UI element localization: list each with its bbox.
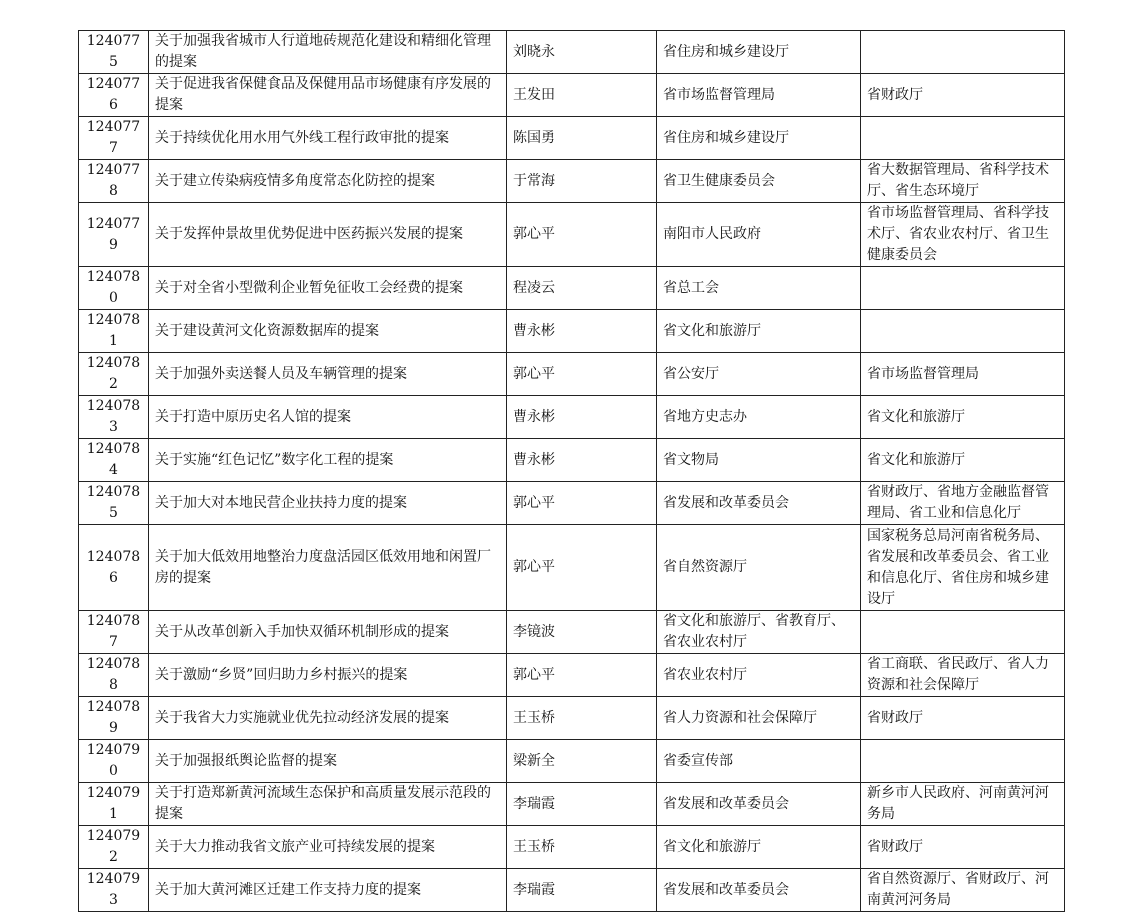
lead-unit-cell: 省发展和改革委员会 [657,482,861,525]
table-row [79,869,1065,912]
proposal-number-cell: 1240777 [79,117,149,160]
lead-unit-cell: 省发展和改革委员会 [657,869,861,912]
table-row [79,396,1065,439]
proposal-title-cell: 关于实施“红色记忆”数字化工程的提案 [149,439,507,482]
proposal-number-cell: 1240788 [79,654,149,697]
proposal-title-cell: 关于加强报纸舆论监督的提案 [149,740,507,783]
proposal-number-cell: 1240790 [79,740,149,783]
proposer-cell: 梁新全 [507,740,657,783]
proposal-number-cell: 1240785 [79,482,149,525]
lead-unit-cell: 省文化和旅游厅、省教育厅、省农业农村厅 [657,611,861,654]
proposal-title-cell: 关于促进我省保健食品及保健用品市场健康有序发展的提案 [149,74,507,117]
table-row [79,353,1065,396]
lead-unit-cell: 省总工会 [657,267,861,310]
table-row [79,482,1065,525]
table-row [79,611,1065,654]
proposal-number-cell: 1240786 [79,525,149,611]
lead-unit-cell: 省文物局 [657,439,861,482]
proposal-number-cell: 1240791 [79,783,149,826]
proposer-cell: 李瑞霞 [507,783,657,826]
assisting-units-cell: 省财政厅 [861,826,1065,869]
assisting-units-cell [861,117,1065,160]
proposal-title-cell: 关于加大低效用地整治力度盘活园区低效用地和闲置厂房的提案 [149,525,507,611]
table-row [79,31,1065,74]
proposal-number-cell: 1240779 [79,203,149,267]
proposal-title-cell: 关于建立传染病疫情多角度常态化防控的提案 [149,160,507,203]
proposer-cell: 程凌云 [507,267,657,310]
assisting-units-cell: 省财政厅 [861,697,1065,740]
lead-unit-cell: 省自然资源厅 [657,525,861,611]
lead-unit-cell: 省住房和城乡建设厅 [657,117,861,160]
proposer-cell: 王发田 [507,74,657,117]
proposer-cell: 曹永彬 [507,396,657,439]
assisting-units-cell [861,740,1065,783]
table-row [79,160,1065,203]
proposer-cell: 王玉桥 [507,697,657,740]
lead-unit-cell: 省发展和改革委员会 [657,783,861,826]
proposer-cell: 李镜波 [507,611,657,654]
proposal-number-cell: 1240776 [79,74,149,117]
proposer-cell: 郭心平 [507,482,657,525]
proposal-title-cell: 关于激励“乡贤”回归助力乡村振兴的提案 [149,654,507,697]
table-row [79,740,1065,783]
proposal-title-cell: 关于打造郑新黄河流域生态保护和高质量发展示范段的提案 [149,783,507,826]
lead-unit-cell: 省农业农村厅 [657,654,861,697]
assisting-units-cell: 新乡市人民政府、河南黄河河务局 [861,783,1065,826]
proposal-title-cell: 关于加大对本地民营企业扶持力度的提案 [149,482,507,525]
table-row [79,117,1065,160]
proposer-cell: 陈国勇 [507,117,657,160]
proposer-cell: 郭心平 [507,525,657,611]
proposer-cell: 曹永彬 [507,310,657,353]
assisting-units-cell [861,310,1065,353]
assisting-units-cell: 国家税务总局河南省税务局、省发展和改革委员会、省工业和信息化厅、省住房和城乡建设厅 [861,525,1065,611]
table-row [79,310,1065,353]
proposal-title-cell: 关于持续优化用水用气外线工程行政审批的提案 [149,117,507,160]
proposal-number-cell: 1240778 [79,160,149,203]
proposal-title-cell: 关于加大黄河滩区迁建工作支持力度的提案 [149,869,507,912]
proposal-title-cell: 关于发挥仲景故里优势促进中医药振兴发展的提案 [149,203,507,267]
proposer-cell: 李瑞霞 [507,869,657,912]
proposal-title-cell: 关于大力推动我省文旅产业可持续发展的提案 [149,826,507,869]
lead-unit-cell: 省文化和旅游厅 [657,310,861,353]
table-row [79,654,1065,697]
proposal-number-cell: 1240782 [79,353,149,396]
assisting-units-cell: 省工商联、省民政厅、省人力资源和社会保障厅 [861,654,1065,697]
proposer-cell: 王玉桥 [507,826,657,869]
proposal-number-cell: 1240780 [79,267,149,310]
lead-unit-cell: 省住房和城乡建设厅 [657,31,861,74]
assisting-units-cell: 省市场监督管理局 [861,353,1065,396]
assisting-units-cell [861,267,1065,310]
proposal-title-cell: 关于我省大力实施就业优先拉动经济发展的提案 [149,697,507,740]
lead-unit-cell: 省委宣传部 [657,740,861,783]
proposal-number-cell: 1240789 [79,697,149,740]
assisting-units-cell [861,31,1065,74]
table-row [79,439,1065,482]
table-row [79,697,1065,740]
table-row [79,74,1065,117]
assisting-units-cell: 省文化和旅游厅 [861,439,1065,482]
proposal-number-cell: 1240787 [79,611,149,654]
lead-unit-cell: 省卫生健康委员会 [657,160,861,203]
proposal-title-cell: 关于加强我省城市人行道地砖规范化建设和精细化管理的提案 [149,31,507,74]
lead-unit-cell: 省市场监督管理局 [657,74,861,117]
lead-unit-cell: 省文化和旅游厅 [657,826,861,869]
table-row [79,267,1065,310]
proposer-cell: 曹永彬 [507,439,657,482]
lead-unit-cell: 省地方史志办 [657,396,861,439]
proposal-table-body [79,31,1065,912]
proposal-number-cell: 1240784 [79,439,149,482]
proposal-number-cell: 1240792 [79,826,149,869]
proposal-title-cell: 关于加强外卖送餐人员及车辆管理的提案 [149,353,507,396]
proposer-cell: 郭心平 [507,203,657,267]
assisting-units-cell: 省财政厅 [861,74,1065,117]
proposer-cell: 于常海 [507,160,657,203]
proposal-number-cell: 1240781 [79,310,149,353]
table-row [79,783,1065,826]
proposer-cell: 郭心平 [507,353,657,396]
lead-unit-cell: 省人力资源和社会保障厅 [657,697,861,740]
proposal-number-cell: 1240793 [79,869,149,912]
assisting-units-cell: 省财政厅、省地方金融监督管理局、省工业和信息化厅 [861,482,1065,525]
assisting-units-cell [861,611,1065,654]
lead-unit-cell: 南阳市人民政府 [657,203,861,267]
proposer-cell: 郭心平 [507,654,657,697]
proposal-number-cell: 1240783 [79,396,149,439]
assisting-units-cell: 省市场监督管理局、省科学技术厅、省农业农村厅、省卫生健康委员会 [861,203,1065,267]
lead-unit-cell: 省公安厅 [657,353,861,396]
table-row [79,826,1065,869]
proposer-cell: 刘晓永 [507,31,657,74]
proposal-title-cell: 关于对全省小型微利企业暂免征收工会经费的提案 [149,267,507,310]
assisting-units-cell: 省文化和旅游厅 [861,396,1065,439]
table-row [79,525,1065,611]
assisting-units-cell: 省自然资源厅、省财政厅、河南黄河河务局 [861,869,1065,912]
proposal-number-cell: 1240775 [79,31,149,74]
table-row [79,203,1065,267]
proposal-title-cell: 关于建设黄河文化资源数据库的提案 [149,310,507,353]
proposal-title-cell: 关于从改革创新入手加快双循环机制形成的提案 [149,611,507,654]
proposal-table [78,30,1065,912]
proposal-title-cell: 关于打造中原历史名人馆的提案 [149,396,507,439]
assisting-units-cell: 省大数据管理局、省科学技术厅、省生态环境厅 [861,160,1065,203]
